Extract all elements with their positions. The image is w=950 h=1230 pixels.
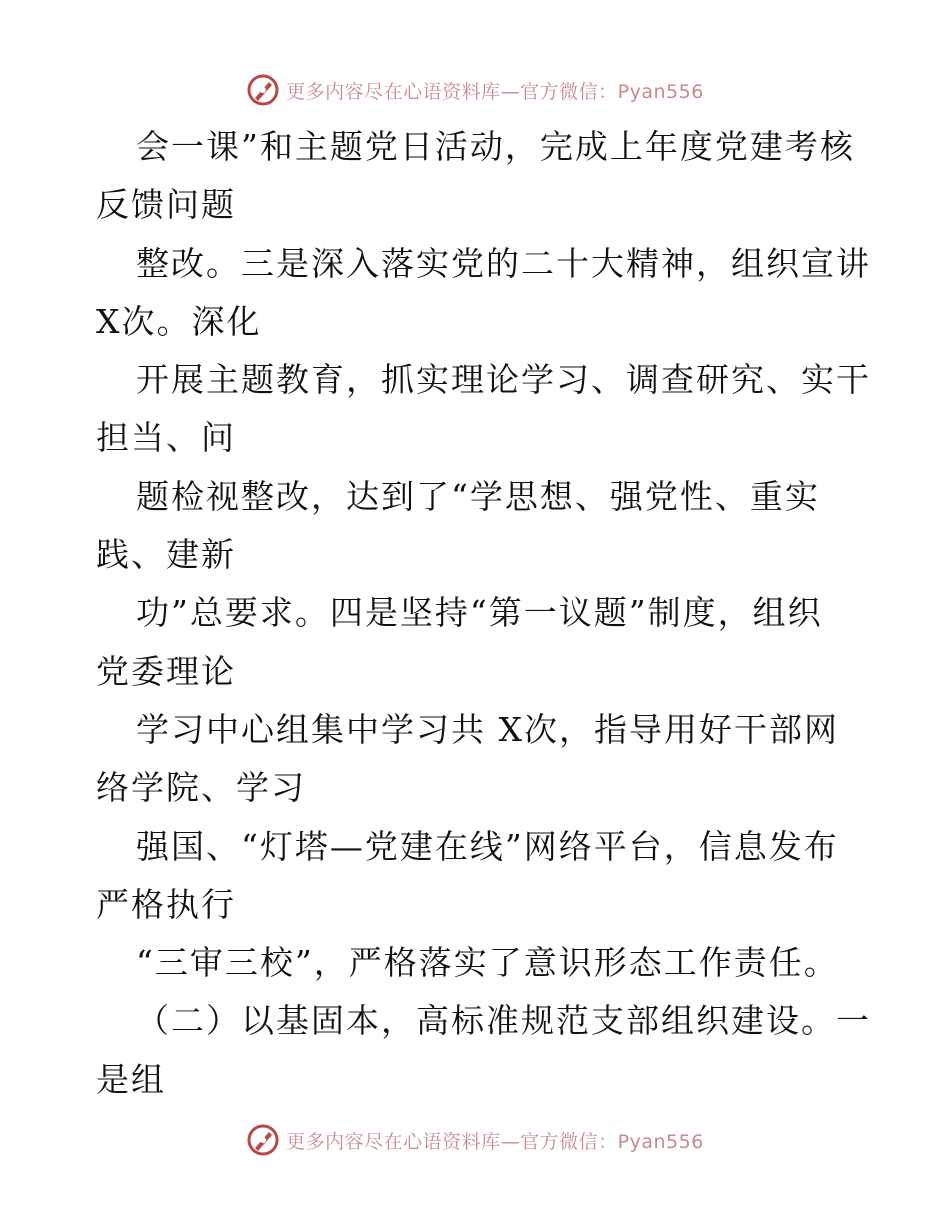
text-line: X次。深化 xyxy=(96,301,262,341)
text-line: 开展主题教育，抓实理论学习、调查研究、实干 xyxy=(136,360,871,400)
text-line: 会一课”和主题党日活动，完成上年度党建考核 xyxy=(136,127,855,166)
text-line: “三审三校”，严格落实了意识形态工作责任。 xyxy=(136,943,839,983)
pen-circle-icon xyxy=(246,73,280,107)
text-line: 络学院、学习 xyxy=(96,768,306,808)
text-line: 践、建新 xyxy=(96,535,236,575)
header-watermark xyxy=(0,70,950,110)
text-line: 反馈问题 xyxy=(96,185,236,225)
text-line: 题检视整改，达到了“学思想、强党性、重实 xyxy=(136,476,820,516)
text-line: 严格执行 xyxy=(96,884,236,924)
watermark-text: 更多内容尽在心语资料库—官方微信：Pyan556 xyxy=(286,1130,704,1153)
text-line: 担当、问 xyxy=(96,418,236,458)
text-line: 学习中心组集中学习共 X次，指导用好干部网 xyxy=(136,709,839,749)
text-line: 整改。三是深入落实党的二十大精神，组织宣讲 xyxy=(136,243,871,283)
watermark-text: 更多内容尽在心语资料库—官方微信：Pyan556 xyxy=(286,80,704,103)
text-line: 强国、“灯塔—党建在线”网络平台，信息发布 xyxy=(136,826,839,866)
text-line: 党委理论 xyxy=(96,651,236,691)
text-line: 功”总要求。四是坚持“第一议题”制度，组织 xyxy=(136,593,823,633)
document-body xyxy=(96,118,871,1109)
footer-watermark xyxy=(0,1120,950,1160)
pen-circle-icon xyxy=(246,1123,280,1157)
text-line: 是组 xyxy=(96,1059,166,1099)
text-line: （二）以基固本，高标准规范支部组织建设。一 xyxy=(136,1001,871,1041)
